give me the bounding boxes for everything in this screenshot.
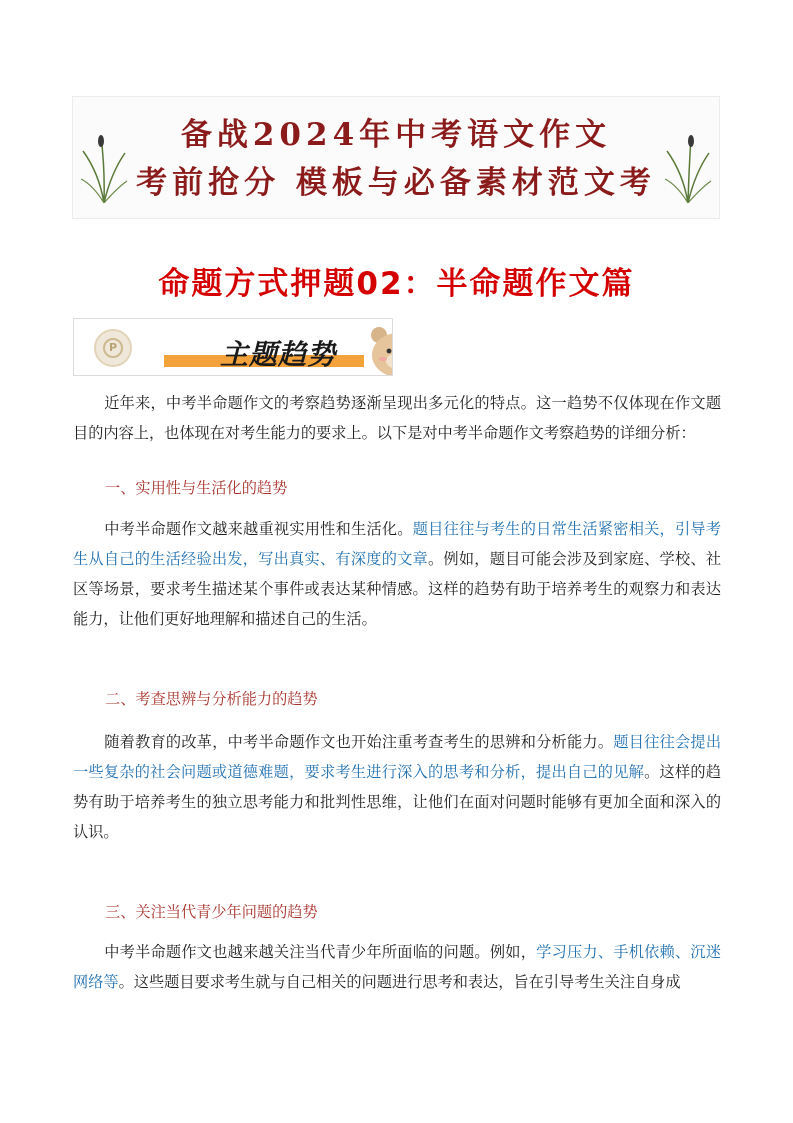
section-banner-label: 主题趋势 <box>220 338 337 371</box>
p-badge-icon <box>94 329 132 367</box>
section-3-highlight: 学习压力、手机依赖、沉迷网络等 <box>73 943 722 991</box>
section-banner <box>73 318 393 376</box>
section-1-highlight: 题目往往与考生的日常生活紧密相关，引导考生从自己的生活经验出发，写出真实、有深度的文章 <box>73 520 722 568</box>
badge-letter: P <box>103 338 123 358</box>
section-heading-1: 一、实用性与生活化的趋势 <box>105 479 288 497</box>
intro-paragraph <box>73 388 721 448</box>
banner-title-line2: 考前抢分 模板与必备素材范文考 <box>136 165 656 201</box>
section-1-text-rest: 。例如，题目可能会涉及到家庭、学校、社区等场景，要求考生描述某个事件或表达某种情感。这样的趋势有助于培养考生的观察力和表达能力，让他们更好地理解和描述自己的生活。 <box>73 550 722 628</box>
bear-icon <box>365 323 393 375</box>
section-2-text-rest: 。这样的趋势有助于培养考生的独立思考能力和批判性思维，让他们在面对问题时能够有更加全面和深入的认识。 <box>73 763 722 841</box>
section-1-text: 中考半命题作文越来越重视实用性和生活化。 <box>104 520 413 538</box>
section-paragraph-1 <box>73 514 721 634</box>
section-2-text: 随着教育的改革，中考半命题作文也开始注重考查考生的思辨和分析能力。 <box>104 733 614 751</box>
intro-text: 近年来，中考半命题作文的考察趋势逐渐呈现出多元化的特点。这一趋势不仅体现在作文题目的内容上，也体现在对考生能力的要求上。以下是对中考半命题作文考察趋势的详细分析： <box>73 394 721 442</box>
section-heading-2: 二、考查思辨与分析能力的趋势 <box>105 690 318 708</box>
section-2-highlight: 题目往往会提出一些复杂的社会问题或道德难题，要求考生进行深入的思考和分析，提出自己的见解 <box>73 733 722 781</box>
section-paragraph-2 <box>73 727 721 847</box>
document-title: 命题方式押题02：半命题作文篇 <box>158 266 635 302</box>
section-heading-3: 三、关注当代青少年问题的趋势 <box>105 903 318 921</box>
section-3-text-rest: 。这些题目要求考生就与自己相关的问题进行思考和表达，旨在引导考生关注自身成 <box>118 973 681 991</box>
section-3-text: 中考半命题作文也越来越关注当代青少年所面临的问题。例如， <box>104 943 537 961</box>
grass-plant-icon <box>663 133 713 203</box>
banner-title-line1: 备战2024年中考语文作文 <box>180 117 612 153</box>
header-banner <box>72 96 720 219</box>
section-paragraph-3 <box>73 937 721 997</box>
